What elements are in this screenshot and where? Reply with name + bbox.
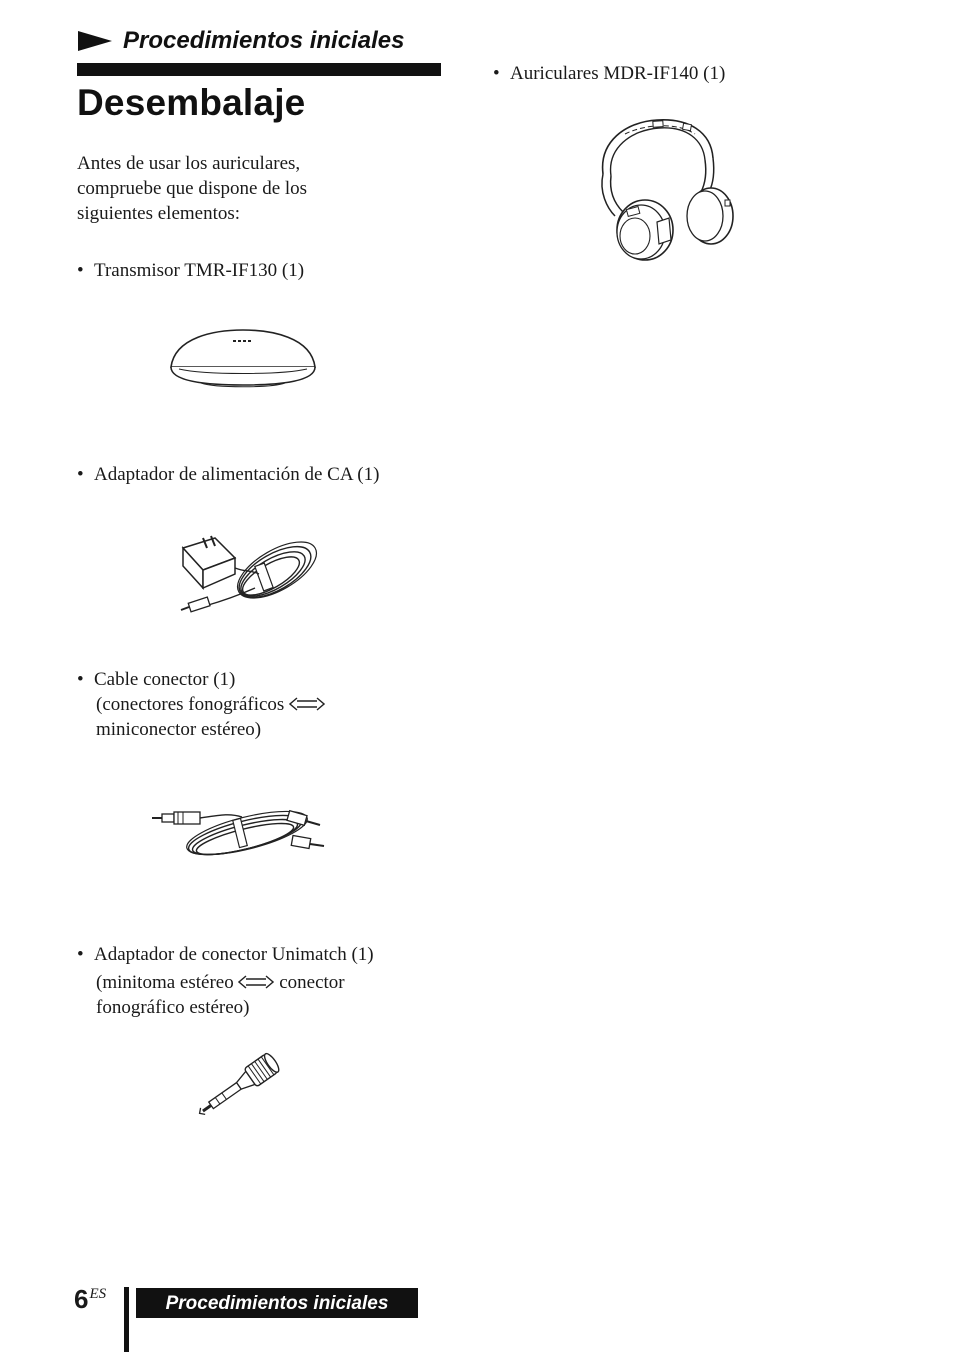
connecting-cable-illustration — [150, 795, 328, 863]
ac-adaptor-illustration — [175, 530, 320, 618]
double-arrow-icon — [238, 975, 274, 989]
section-label: Procedimientos iniciales — [123, 27, 405, 54]
list-item-transmitter — [77, 258, 304, 283]
double-arrow-icon — [289, 697, 325, 711]
arrow-right-icon — [77, 30, 113, 52]
footer-section-tab: Procedimientos iniciales — [136, 1288, 418, 1318]
transmitter-illustration — [165, 325, 321, 397]
item-label: Cable conector (1) — [94, 669, 236, 690]
intro-line: compruebe que dispone de los — [77, 178, 308, 199]
page-number: $6^{ES}$ — [74, 1284, 107, 1314]
item-label: Transmisor TMR-IF130 (1) — [94, 260, 305, 281]
bullet: • — [77, 260, 84, 281]
intro-line: Antes de usar los auriculares, — [77, 153, 301, 174]
unimatch-adaptor-illustration — [190, 1048, 296, 1118]
bullet: • — [77, 944, 84, 965]
bullet: • — [77, 669, 84, 690]
list-item-headphones — [493, 61, 725, 86]
item-label: Adaptador de conector Unimatch (1) — [94, 944, 374, 965]
section-header — [77, 26, 441, 56]
page-language-suffix: ES — [89, 1286, 107, 1302]
footer-divider — [124, 1287, 129, 1352]
intro-paragraph — [77, 151, 377, 226]
item-label: Adaptador de alimentación de CA (1) — [94, 464, 380, 485]
item-label: Auriculares MDR-IF140 (1) — [510, 63, 726, 84]
item-detail: (conectores fonográficos — [77, 692, 325, 717]
list-item-unimatch-adaptor — [77, 942, 374, 1020]
item-detail: fonográfico estéreo) — [96, 997, 250, 1018]
bullet: • — [77, 464, 84, 485]
item-detail: (minitoma estéreo conector — [96, 972, 345, 993]
header-rule — [77, 63, 441, 76]
headphones-illustration — [585, 112, 750, 262]
item-detail: miniconector estéreo) — [96, 719, 262, 740]
list-item-connecting-cable — [77, 667, 325, 742]
page-title: Desembalaje — [77, 82, 306, 123]
bullet: • — [493, 63, 500, 84]
intro-line: siguientes elementos: — [77, 203, 241, 224]
list-item-ac-adaptor — [77, 462, 379, 487]
